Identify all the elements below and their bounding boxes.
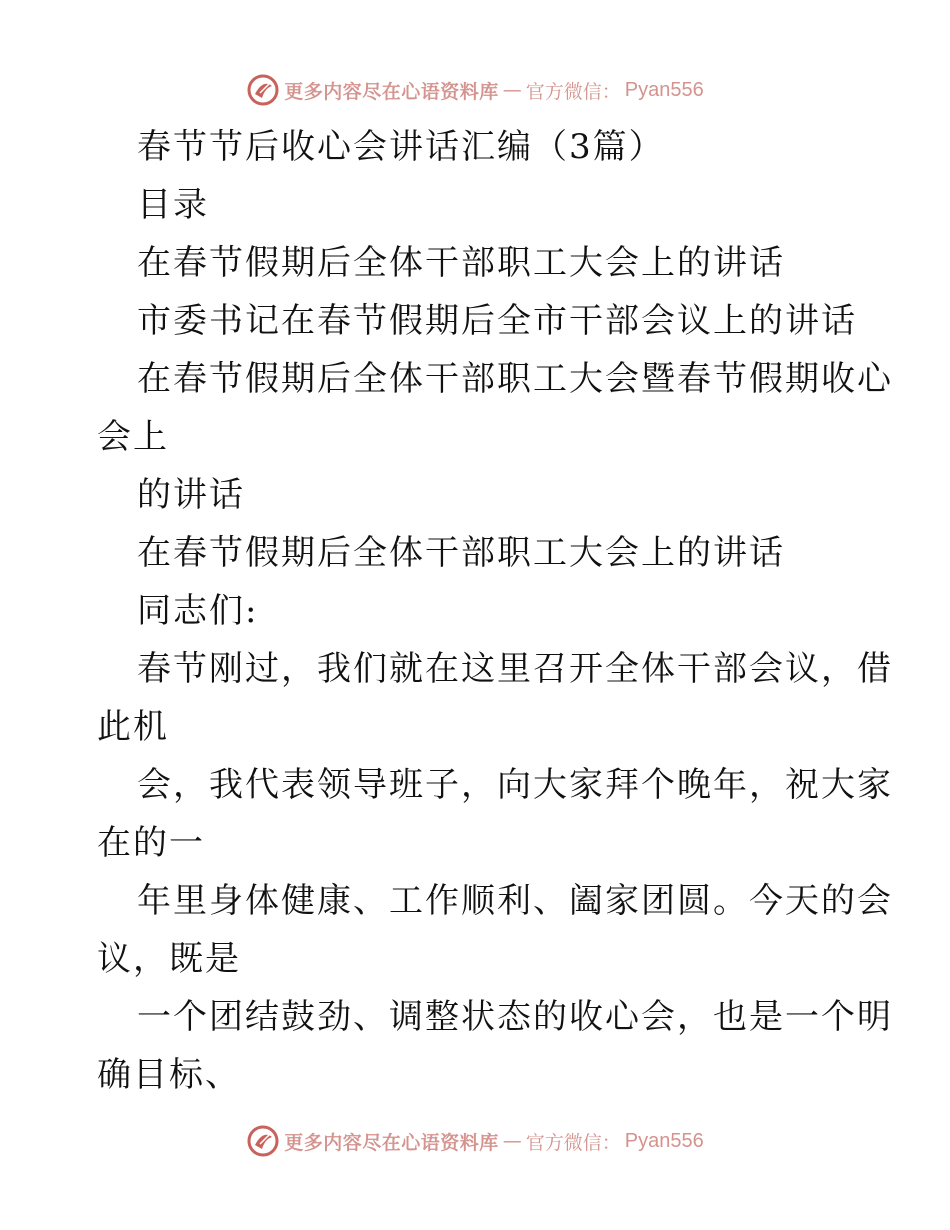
watermark-official: 官方微信：	[525, 80, 621, 103]
toc-item-3-end: 的讲话	[137, 475, 245, 515]
paragraph-line: 年里身体健康、工作顺利、阖家团圆。今天的会	[137, 881, 893, 921]
watermark-text: 更多内容尽在心语资料库	[284, 80, 499, 103]
watermark-official: 官方微信：	[525, 1131, 621, 1154]
paragraph-line: 此机	[97, 707, 169, 747]
paragraph-line: 会，我代表领导班子，向大家拜个晚年，祝大家	[137, 765, 893, 805]
paragraph-line: 在的一	[97, 823, 205, 863]
paragraph-line: 春节刚过，我们就在这里召开全体干部会议，借	[137, 649, 893, 689]
document-body	[97, 118, 893, 1104]
paragraph-line: 议，既是	[97, 939, 241, 979]
salutation: 同志们:	[137, 591, 259, 631]
watermark-logo-icon	[246, 1124, 280, 1158]
watermark-text: 更多内容尽在心语资料库	[284, 1131, 499, 1154]
toc-item-2: 市委书记在春节假期后全市干部会议上的讲话	[137, 301, 857, 341]
paragraph-line: 确目标、	[97, 1055, 241, 1095]
watermark-dash: —	[502, 79, 522, 101]
footer-watermark	[0, 1123, 950, 1159]
toc-item-1: 在春节假期后全体干部职工大会上的讲话	[137, 243, 785, 283]
watermark-dash: —	[502, 1130, 522, 1152]
speech-title: 在春节假期后全体干部职工大会上的讲话	[137, 533, 785, 573]
header-watermark	[0, 72, 950, 108]
toc-item-3: 在春节假期后全体干部职工大会暨春节假期收心	[137, 359, 893, 399]
watermark-wechat-id: Pyan556	[624, 78, 704, 101]
watermark-logo-icon	[246, 73, 280, 107]
watermark-wechat-id: Pyan556	[624, 1129, 704, 1152]
document-title: 春节节后收心会讲话汇编（3篇）	[137, 127, 665, 167]
toc-item-3-continued: 会上	[97, 417, 169, 457]
paragraph-line: 一个团结鼓劲、调整状态的收心会，也是一个明	[137, 997, 893, 1037]
toc-heading: 目录	[137, 185, 209, 225]
